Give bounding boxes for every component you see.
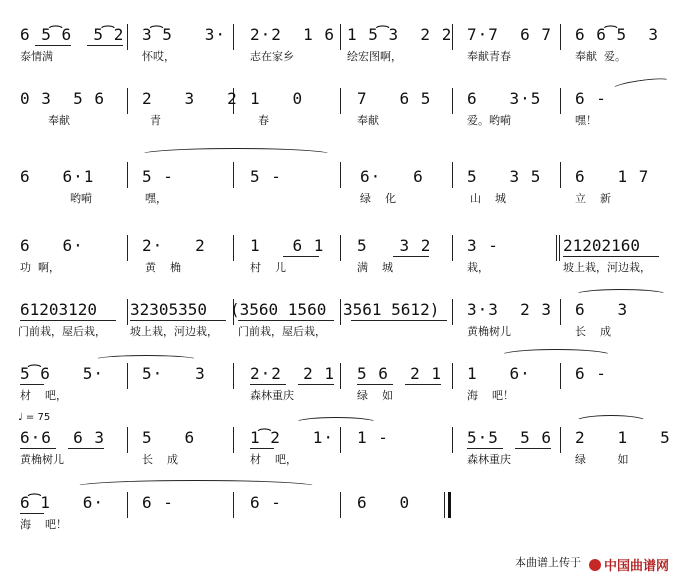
underline-beam xyxy=(283,256,319,257)
measure-notes: 5 3 5 xyxy=(467,167,542,186)
lyric-text: 黄桷树儿 xyxy=(467,325,511,338)
underline-beam xyxy=(405,384,441,385)
measure-notes: 6 3·5 xyxy=(467,89,542,108)
measure-notes: 3561 5612) xyxy=(343,300,440,319)
lyric-text: 长 成 xyxy=(142,453,178,466)
measure-notes: 5 - xyxy=(250,167,282,186)
barline xyxy=(233,24,234,50)
measure-notes: 21202160 xyxy=(563,236,641,255)
measure-notes: (3560 1560 xyxy=(230,300,327,319)
measure-notes: 1 6· xyxy=(467,364,531,383)
barline xyxy=(127,427,128,453)
barline xyxy=(127,363,128,389)
barline xyxy=(233,162,234,188)
measure-notes: 6 5͡6 5͡2 xyxy=(20,25,125,44)
lyric-text: 门前栽，屋后栽， xyxy=(18,325,106,338)
measure-notes: 6·6 6 3 xyxy=(20,428,106,447)
barline xyxy=(556,235,557,261)
barline xyxy=(127,162,128,188)
logo-icon xyxy=(589,559,601,571)
underline-beam xyxy=(20,320,116,321)
measure-notes: 1 - xyxy=(357,428,389,447)
underline-beam xyxy=(563,256,659,257)
barline xyxy=(560,162,561,188)
measure-notes: 32305350 xyxy=(130,300,208,319)
measure-notes: 5 6 2 1 xyxy=(357,364,443,383)
underline-beam xyxy=(20,384,44,385)
lyric-text: 青 xyxy=(150,114,161,127)
lyric-text: 嘿！ xyxy=(575,114,597,127)
underline-beam xyxy=(298,384,334,385)
barline xyxy=(127,235,128,261)
measure-notes: 3·3 2 3 xyxy=(467,300,553,319)
barline xyxy=(452,162,453,188)
measure-notes: 6 - xyxy=(575,364,607,383)
measure-notes: 6 - xyxy=(250,493,282,512)
lyric-text: 哟嗬 xyxy=(70,192,92,205)
barline xyxy=(452,235,453,261)
slur xyxy=(295,417,377,428)
lyric-text: 绘宏图啊， xyxy=(347,50,402,63)
measure-notes: 5·5 5 6 xyxy=(467,428,553,447)
underline-beam xyxy=(238,320,334,321)
barline xyxy=(560,299,561,325)
slur xyxy=(95,355,197,364)
underline-beam xyxy=(87,45,123,46)
measure-notes: 6 1 7 xyxy=(575,167,650,186)
barline xyxy=(559,235,560,261)
underline-beam xyxy=(20,448,56,449)
measure-notes: 6 3 xyxy=(575,300,629,319)
measure-notes: 3͡5 3· xyxy=(142,25,227,44)
measure-notes: 6 0 xyxy=(357,493,411,512)
barline xyxy=(452,427,453,453)
site-logo[interactable] xyxy=(589,555,669,574)
barline xyxy=(452,299,453,325)
barline xyxy=(340,24,341,50)
underline-beam xyxy=(393,256,429,257)
measure-notes: 6 6·1 xyxy=(20,167,95,186)
barline xyxy=(560,24,561,50)
barline xyxy=(340,235,341,261)
barline xyxy=(340,492,341,518)
lyric-text: 山 城 xyxy=(470,192,506,205)
barline xyxy=(560,363,561,389)
final-barline xyxy=(448,492,451,518)
measure-notes: 1 0 xyxy=(250,89,304,108)
barline xyxy=(127,299,128,325)
lyric-text: 奉献青春 xyxy=(467,50,511,63)
barline xyxy=(340,299,341,325)
underline-beam xyxy=(130,320,226,321)
barline xyxy=(340,88,341,114)
slur xyxy=(140,148,332,161)
measure-notes: 2·2 1 6 xyxy=(250,25,336,44)
site-name: 中国曲谱网 xyxy=(603,559,669,574)
barline xyxy=(127,24,128,50)
measure-notes: 2 3 2 xyxy=(142,89,238,108)
barline xyxy=(560,427,561,453)
measure-notes: 6 6· xyxy=(20,236,84,255)
barline xyxy=(233,492,234,518)
underline-beam xyxy=(68,448,104,449)
barline xyxy=(340,363,341,389)
lyric-text: 怀哎， xyxy=(142,50,175,63)
measure-notes: 2·2 2 1 xyxy=(250,364,336,383)
measure-notes: 2 1 5 xyxy=(575,428,671,447)
slur xyxy=(575,415,647,428)
underline-beam xyxy=(35,45,71,46)
barline xyxy=(340,427,341,453)
barline xyxy=(127,492,128,518)
lyric-text: 满 城 xyxy=(357,261,393,274)
barline xyxy=(233,363,234,389)
measure-notes: 6 6͡5 3 xyxy=(575,25,660,44)
measure-notes: 5 - xyxy=(142,167,174,186)
lyric-text: 坡上栽，河边栽， xyxy=(130,325,218,338)
lyric-text: 海 吧！ xyxy=(20,518,67,531)
lyric-text: 海 吧！ xyxy=(467,389,514,402)
lyric-text: 泰情满 xyxy=(20,50,53,63)
lyric-text: 长 成 xyxy=(575,325,611,338)
underline-beam xyxy=(515,448,551,449)
lyric-text: 栽， xyxy=(467,261,489,274)
measure-notes: 6· 6 xyxy=(360,167,424,186)
measure-notes: 7·7 6 7 xyxy=(467,25,553,44)
measure-notes: 1 5͡3 2 2 xyxy=(347,25,453,44)
barline xyxy=(452,363,453,389)
lyric-text: 志在家乡 xyxy=(250,50,294,63)
barline xyxy=(233,427,234,453)
lyric-text: 立 新 xyxy=(575,192,611,205)
lyric-text: 材 吧， xyxy=(20,389,67,402)
slur xyxy=(500,349,612,362)
lyric-text: 功 啊， xyxy=(20,261,60,274)
lyric-text: 门前栽，屋后栽， xyxy=(238,325,326,338)
slur xyxy=(612,76,671,93)
tempo-marking: ♩ = 75 xyxy=(18,412,51,423)
barline xyxy=(444,492,445,518)
barline xyxy=(340,162,341,188)
underline-beam xyxy=(250,384,286,385)
lyric-text: 森林重庆 xyxy=(467,453,511,466)
lyric-text: 春 xyxy=(258,114,269,127)
barline xyxy=(233,235,234,261)
barline xyxy=(127,88,128,114)
barline xyxy=(560,88,561,114)
measure-notes: 2· 2 xyxy=(142,236,206,255)
lyric-text: 奉献 xyxy=(48,114,70,127)
lyric-text: 奉献 xyxy=(357,114,379,127)
measure-notes: 7 6 5 xyxy=(357,89,432,108)
slur xyxy=(75,480,317,493)
lyric-text: 绿 如 xyxy=(357,389,393,402)
lyric-text: 绿 如 xyxy=(575,453,629,466)
measure-notes: 1 6 1 xyxy=(250,236,325,255)
measure-notes: 6 - xyxy=(142,493,174,512)
lyric-text: 森林重庆 xyxy=(250,389,294,402)
measure-notes: 5͡6 5· xyxy=(20,364,105,383)
measure-notes: 5 6 xyxy=(142,428,196,447)
upload-caption: 本曲谱上传于 xyxy=(515,556,581,569)
measure-notes: 1͡2 1· xyxy=(250,428,335,447)
measure-notes: 5· 3 xyxy=(142,364,206,383)
measure-notes: 61203120 xyxy=(20,300,98,319)
measure-notes: 6͡1 6· xyxy=(20,493,105,512)
underline-beam xyxy=(357,384,393,385)
underline-beam xyxy=(351,320,447,321)
slur xyxy=(575,289,667,300)
measure-notes: 5 3 2 xyxy=(357,236,432,255)
barline xyxy=(452,88,453,114)
underline-beam xyxy=(20,513,44,514)
lyric-text: 坡上栽，河边栽， xyxy=(563,261,651,274)
lyric-text: 嘿， xyxy=(145,192,167,205)
lyric-text: 奉献 爱。 xyxy=(575,50,626,63)
lyric-text: 爱。哟嗬 xyxy=(467,114,511,127)
lyric-text: 绿 化 xyxy=(360,192,396,205)
underline-beam xyxy=(467,448,503,449)
lyric-text: 材 吧， xyxy=(250,453,297,466)
lyric-text: 黄桷树儿 xyxy=(20,453,64,466)
underline-beam xyxy=(250,448,274,449)
measure-notes: 6 - xyxy=(575,89,607,108)
measure-notes: 0 3 5 6 xyxy=(20,89,106,108)
measure-notes: 3 - xyxy=(467,236,499,255)
lyric-text: 黄 桷 xyxy=(145,261,181,274)
lyric-text: 村 儿 xyxy=(250,261,286,274)
